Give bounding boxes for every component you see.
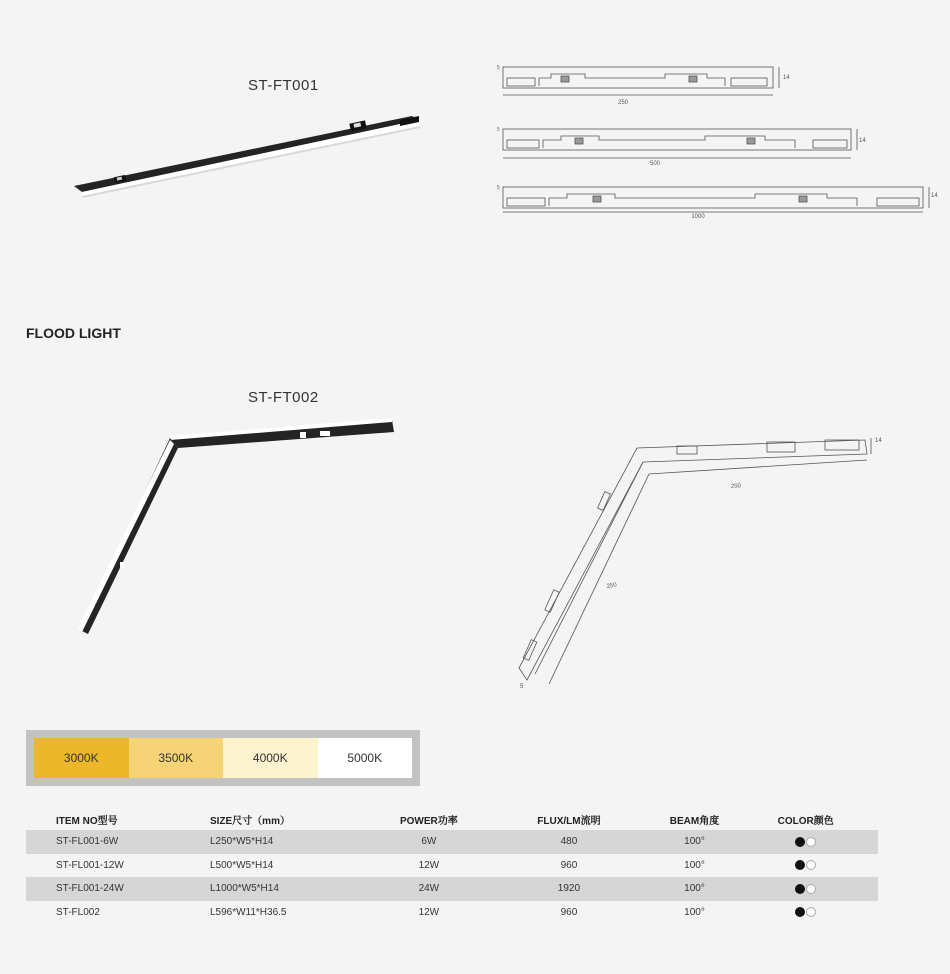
product2-drawing [505, 430, 895, 694]
drawing-500 [495, 122, 875, 170]
drawing-250-length-label: 250 [617, 100, 629, 106]
cell-color [733, 830, 878, 854]
color-dot-black [795, 884, 805, 894]
cct-swatch-5000k [318, 738, 413, 778]
cell-beam: 100° [684, 906, 705, 918]
cell-size: L596*W11*H36.5 [209, 906, 287, 918]
drawing-1000-height-label: 14 [931, 193, 938, 199]
section-title: FLOOD LIGHT [26, 325, 121, 341]
product2-width-label: 5 [520, 684, 524, 690]
drawing-250-width-label: 5 [497, 65, 500, 71]
cell-size: L1000*W5*H14 [210, 877, 376, 901]
cell-color [733, 877, 878, 901]
cell-color [733, 901, 878, 925]
header-item-no: ITEM NO型号 [56, 815, 118, 827]
cell-item-no: ST-FL002 [56, 906, 100, 918]
cct-swatch-3000k [34, 738, 129, 778]
cct-label: 3500K [158, 751, 194, 765]
cell-beam: 100° [656, 830, 734, 854]
header-color: COLOR颜色 [777, 815, 834, 827]
product2-model-title: ST-FT002 [248, 389, 319, 406]
cell-power: 12W [418, 906, 440, 918]
cell-flux: 960 [560, 906, 578, 918]
product2-arm2-label: 250 [606, 582, 618, 590]
header-size: SIZE尺寸（mm） [209, 815, 290, 827]
cct-swatch-3500k [129, 738, 224, 778]
table-row [26, 877, 878, 901]
color-dot-white [806, 884, 816, 894]
color-dot-black [795, 837, 805, 847]
table-row [26, 854, 878, 878]
cell-item-no: ST-FL001-24W [26, 877, 210, 901]
cell-color [733, 854, 878, 878]
table-row [26, 901, 878, 925]
drawing-1000 [495, 180, 945, 228]
cell-flux: 1920 [482, 877, 656, 901]
product2-arm1-label: 250 [730, 483, 742, 490]
cct-label: 5000K [347, 751, 383, 765]
drawing-1000-width-label: 5 [497, 185, 500, 191]
color-dot-black [795, 907, 805, 917]
cell-power: 6W [376, 830, 483, 854]
color-dot-white [806, 860, 816, 870]
drawing-250 [495, 60, 795, 108]
cell-power: 12W [418, 859, 440, 871]
cct-swatch-4000k [223, 738, 318, 778]
color-temperature-bar [26, 730, 420, 786]
cct-label: 4000K [252, 751, 288, 765]
drawing-250-height-label: 14 [783, 75, 790, 81]
drawing-1000-length-label: 1000 [691, 214, 705, 220]
table-header-row [26, 808, 878, 830]
cell-size: L500*W5*H14 [209, 859, 274, 871]
cell-item-no: ST-FL001-12W [56, 859, 124, 871]
table-row [26, 830, 878, 854]
cell-item-no: ST-FL001-6W [26, 830, 210, 854]
cell-beam: 100° [684, 859, 705, 871]
cell-size: L250*W5*H14 [210, 830, 376, 854]
spec-table [26, 808, 878, 924]
cell-power: 24W [376, 877, 483, 901]
cct-label: 3000K [63, 751, 99, 765]
drawing-500-length-label: 500 [649, 161, 661, 167]
product1-image [70, 108, 422, 198]
product2-height-label: 14 [875, 438, 882, 444]
color-dot-black [795, 860, 805, 870]
drawing-500-width-label: 5 [497, 127, 500, 133]
header-flux: FLUX/LM流明 [537, 815, 601, 827]
product2-image [72, 414, 398, 638]
header-power: POWER功率 [399, 815, 458, 827]
color-dot-white [806, 907, 816, 917]
cell-flux: 480 [482, 830, 656, 854]
product1-model-title: ST-FT001 [248, 77, 319, 94]
color-dot-white [806, 837, 816, 847]
header-beam: BEAM角度 [669, 815, 720, 827]
cell-beam: 100° [656, 877, 734, 901]
drawing-500-height-label: 14 [859, 138, 866, 144]
cell-flux: 960 [560, 859, 578, 871]
